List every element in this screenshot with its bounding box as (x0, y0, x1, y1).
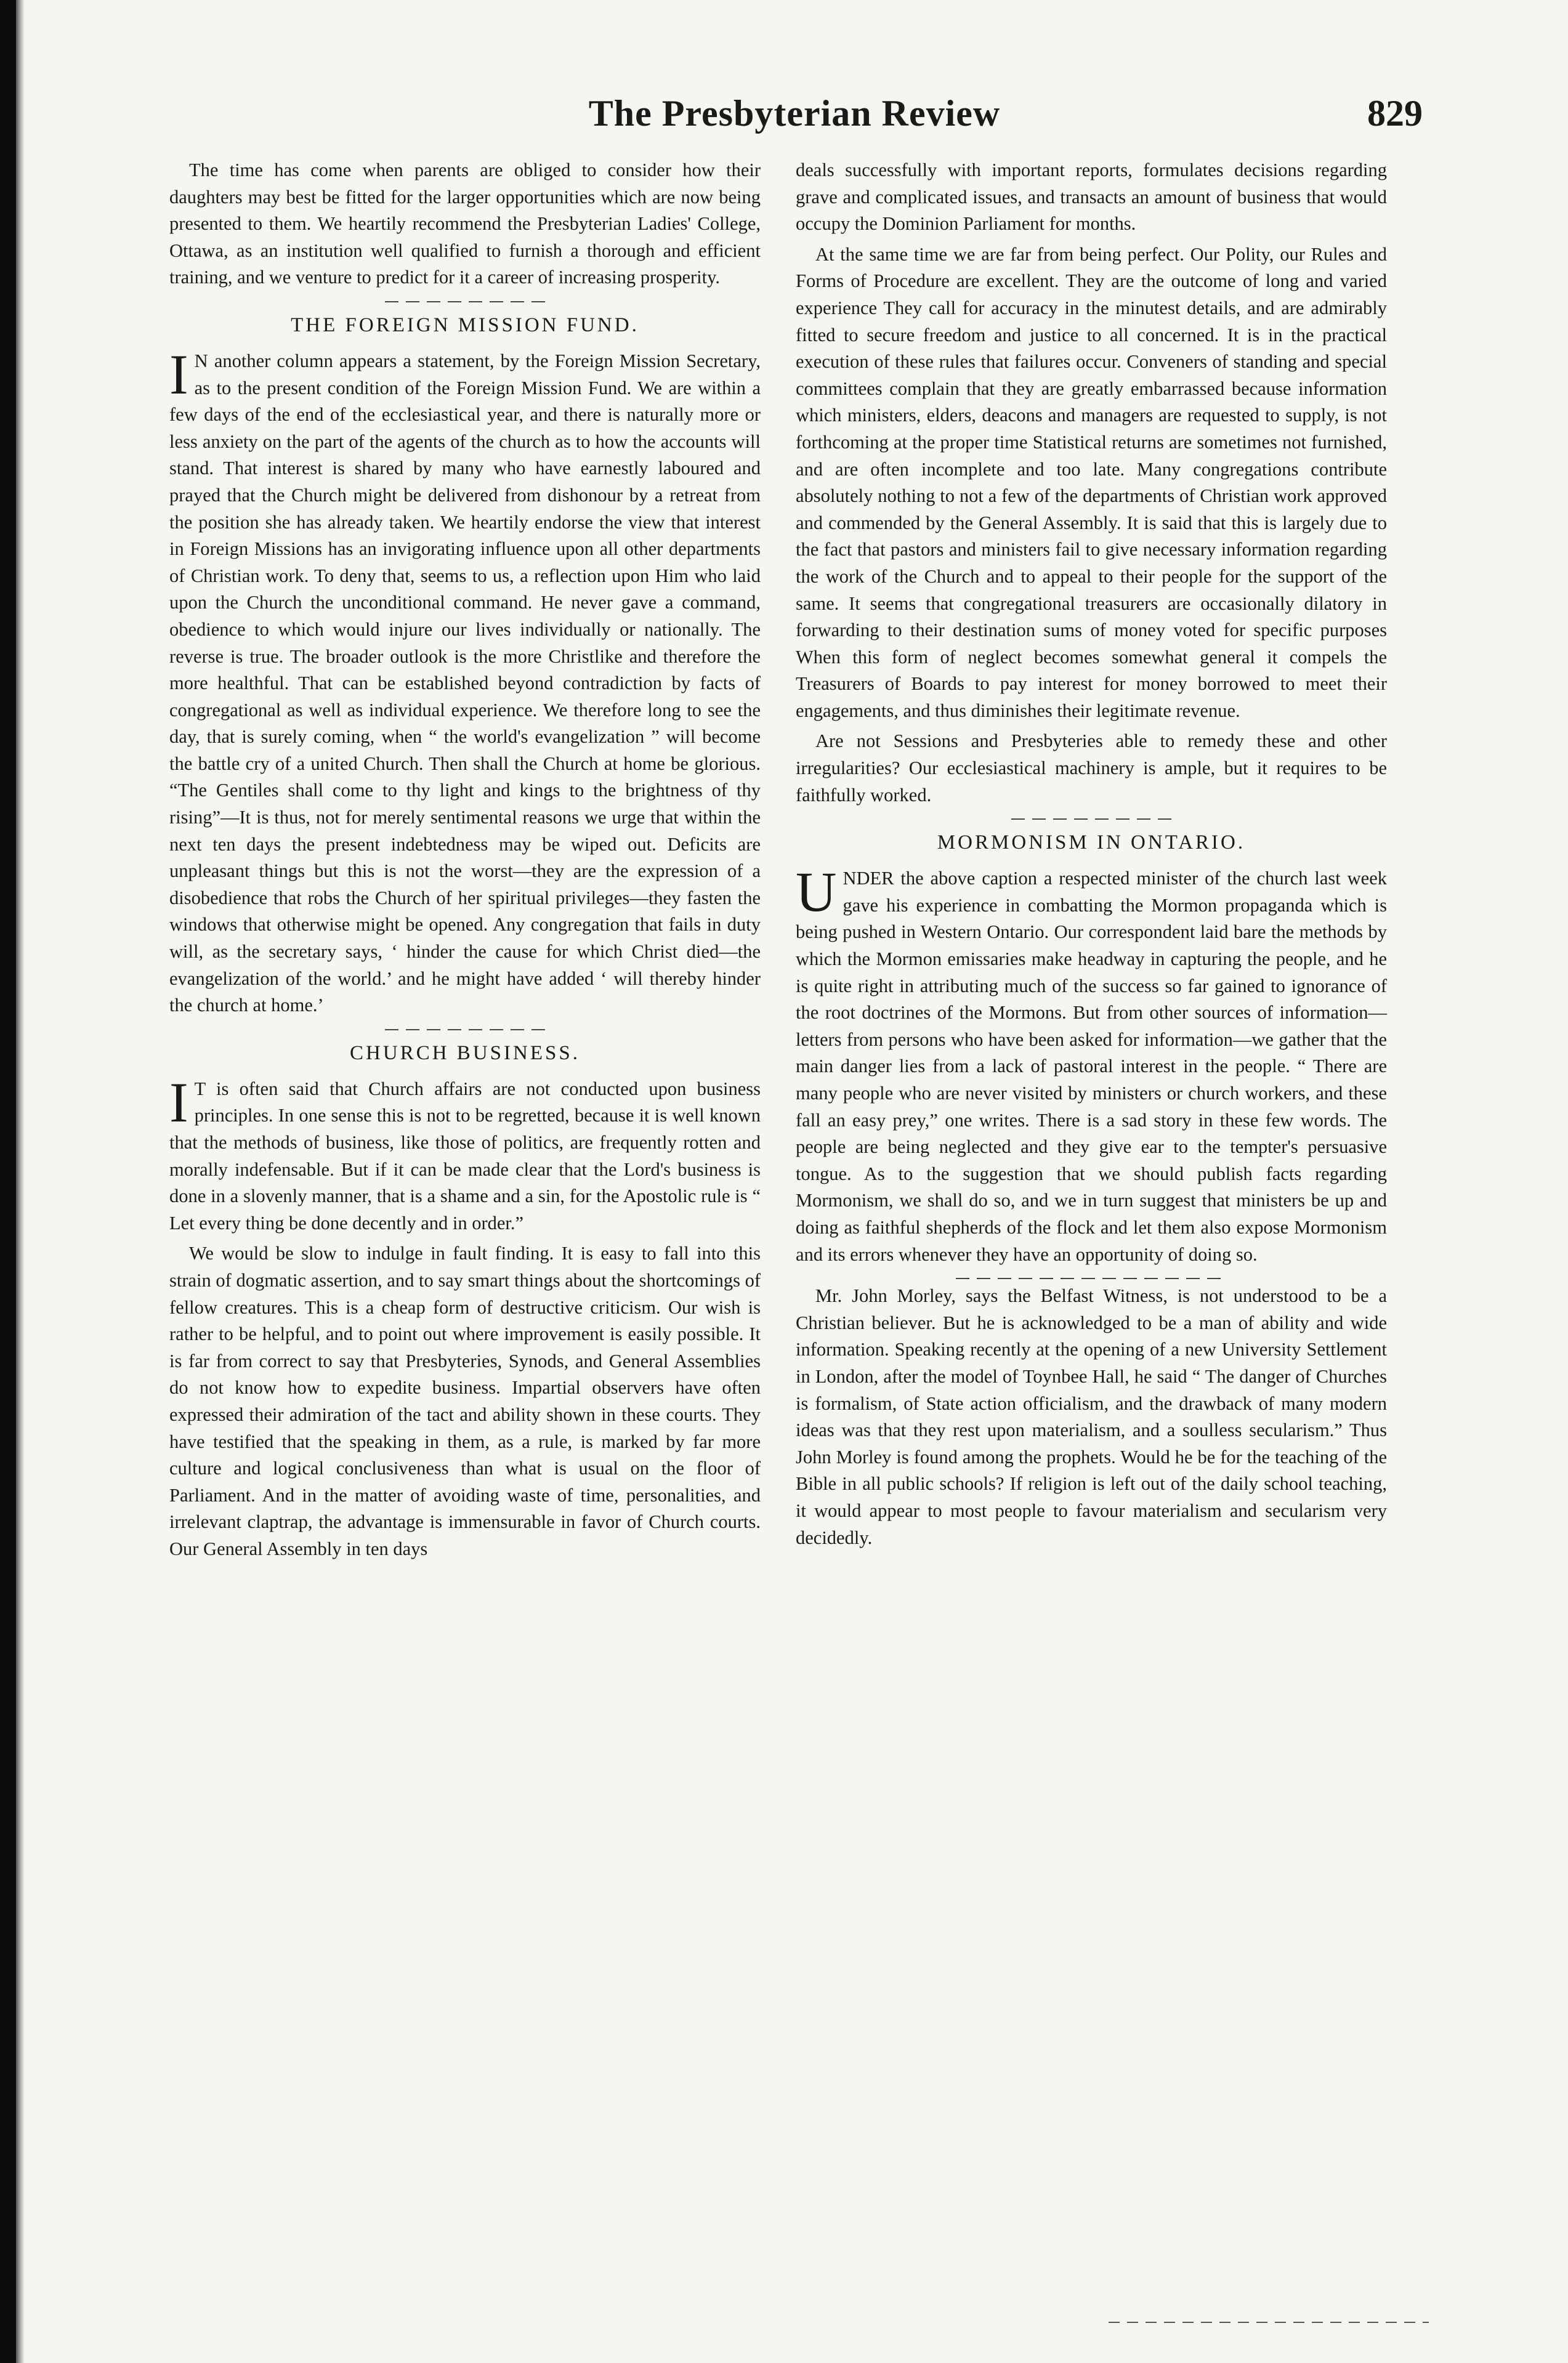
church-business-text: T is often said that Church affairs are not conducted upon business principles. In one sense this is not to be regretted, because it is well known that the methods of business, like those of politics, are frequently rotten and morally indefensable. But if it can be made clear that the Lord's business is done in a slovenly manner, that is a shame and a sin, for the Apostolic rule is “ Let every thing be done decently and in order.” (169, 1078, 761, 1234)
page-header (166, 92, 1423, 148)
section-divider (385, 1029, 545, 1030)
mormonism-text: NDER the above caption a respected minister of the church last week gave his experience in combatting the Mormon propaganda which is being pushed in Western Ontario. Our correspondent laid bare the methods by which the Mormon emissaries make headway in capturing the people, and he is quite right in attributing much of the success so far gained to ignorance of the root doctrines of the Mormons. But from other sources of information—letters from persons who have been asked for information—we gather that the main danger lies from a lack of pastoral interest in the people. “ There are many people who are never visited by ministers or church workers, and these fall an easy prey,” one writes. There is a sad story in these few words. The people are being neglected and they give ear to the tempter's persuasive tongue. As to the suggestion that we should publish facts regarding Mormonism, we shall do so, and we in turn suggest that ministers be up and doing as faithful shepherds of the flock and let them also expose Mormonism and its errors whenever they have an opportunity of doing so. (796, 868, 1387, 1265)
section-divider (1011, 818, 1171, 820)
mormonism-dropcap: U (796, 860, 837, 924)
college-paragraph: The time has come when parents are obliged to consider how their daughters may best be fitted for the larger opportunities which are now being presented to them. We heartily recommend the Presbyterian Ladies' College, Ottawa, as an institution well qualified to furnish a thorough and efficient training, and we venture to predict for it a career of increasing prosperity. (169, 160, 761, 288)
mormonism-body (796, 860, 1387, 1268)
church-business-dropcap: I (169, 1070, 188, 1134)
church-business-paragraph-2: We would be slow to indulge in fault finding. It is easy to fall into this strain of dogmatic assertion, and to say smart things about the shortcomings of fellow creatures. This is a cheap form of destructive criticism. Our wish is rather to be helpful, and to point out where improvement is easily possible. It is far from correct to say that Presbyteries, Synods, and General Assemblies do not know how to expedite business. Impartial observers have often expressed their admiration of the tact and ability shown in these courts. They have testified that the speaking in them, as a rule, is marked by far more culture and logical conclusiveness than what is usual on the floor of Parliament. And in the matter of avoiding waste of time, personalities, and irrelevant claptrap, the advantage is immensurable in favor of Church courts. Our General Assembly in ten days (169, 1243, 761, 1559)
church-business-heading: CHURCH BUSINESS. (350, 1041, 580, 1064)
binding-shadow (16, 0, 25, 2363)
left-column (169, 157, 761, 1567)
binding-spine (0, 0, 16, 2363)
church-business-paragraph-3: At the same time we are far from being perfect. Our Polity, our Rules and Forms of Procedure are excellent. They are the outcome of long and varied experience They call for accuracy in the minutest details, and are admirably fitted to secure freedom and justice to all concerned. It is in the practical execution of these rules that failures occur. Conveners of standing and special committees complain that they are greatly embarrassed because information which ministers, elders, deacons and managers are requested to supply, is not forthcoming at the proper time Statistical returns are sometimes not furnished, and are often incomplete and too late. Many congregations contribute absolutely nothing to not a few of the departments of Christian work approved and commended by the General Assembly. It is said that this is largely due to the fact that pastors and ministers fail to give necessary information regarding the work of the Church and to appeal to their people for the support of the same. It seems that congregational treasurers are occasionally dilatory in forwarding to their destination sums of money voted for specific purposes When this form of neglect becomes somewhat general it compels the Treasurers of Boards to pay interest for money borrowed to meet their engagements, and thus diminishes their legitimate revenue. (796, 243, 1387, 721)
page-number: 829 (1367, 93, 1423, 134)
church-business-paragraph-4: Are not Sessions and Presbyteries able to remedy these and other irregularities? Our ecclesiastical machinery is ample, but it requires to be faithfully worked. (796, 730, 1387, 806)
foreign-mission-heading: THE FOREIGN MISSION FUND. (291, 313, 639, 336)
foreign-mission-dropcap: I (169, 342, 188, 406)
journal-title: The Presbyterian Review (588, 93, 1001, 134)
church-business-body (169, 1070, 761, 1237)
mormonism-heading: MORMONISM IN ONTARIO. (937, 831, 1246, 854)
section-divider (385, 301, 545, 302)
foreign-mission-text: N another column appears a statement, by the Foreign Mission Secretary, as to the present condition of the Foreign Mission Fund. We are within a few days of the end of the ecclesiastical year, and there is naturally more or less anxiety on the part of the agents of the church as to how the accounts will stand. That interest is shared by many who have earnestly laboured and prayed that the Church might be delivered from dishonour by a retreat from the position she has already taken. We heartily endorse the view that interest in Foreign Missions has an invigorating influence upon all other departments of Christian work. To deny that, seems to us, a reflection upon Him who laid upon the Church the unconditional command. He never gave a command, obedience to which would injure our lives individually or nationally. The reverse is true. The broader outlook is the more Christlike and therefore the more healthful. That can be established beyond contradiction by facts of congregational as well as individual experience. We therefore long to see the day, that is surely coming, when “ the world's evangelization ” will become the battle cry of a united Church. Then shall the Church at home be glorious. “The Gentiles shall come to thy light and kings to the brightness of thy rising”—It is thus, not for merely sentimental reasons we urge that within the next ten days the present indebtedness may be wiped out. Deficits are unpleasant things but this is not the worst—they are the expression of a disobedience that robs the Church of her spiritual privileges—they fasten the windows that otherwise might be opened. Any congregation that fails in duty will, as the secretary says, ‘ hinder the cause for which Christ died—the evangelization of the world.’ and he might have added ‘ will thereby hinder the church at home.’ (169, 350, 761, 1016)
foreign-mission-body (169, 342, 761, 1019)
section-divider (956, 1278, 1227, 1279)
church-business-continued: deals successfully with important reports, formulates decisions regarding grave and complicated issues, and transacts an amount of business that would occupy the Dominion Parliament for months. (796, 160, 1387, 235)
page-footer-rule (1109, 2322, 1429, 2323)
right-column (796, 157, 1387, 1555)
morley-paragraph: Mr. John Morley, says the Belfast Witness, is not understood to be a Christian believer. But he is acknowledged to be a man of ability and wide information. Speaking recently at the opening of a new University Settlement in London, after the model of Toynbee Hall, he said “ The danger of Churches is formalism, of State action officialism, and the drawback of many modern ideas was that they rest upon materialism, and a soulless secularism.” Thus John Morley is found among the prophets. Would he be for the teaching of the Bible in all public schools? If religion is left out of the daily school teaching, it would appear to most people to favour materialism and secularism very decidedly. (796, 1285, 1387, 1548)
